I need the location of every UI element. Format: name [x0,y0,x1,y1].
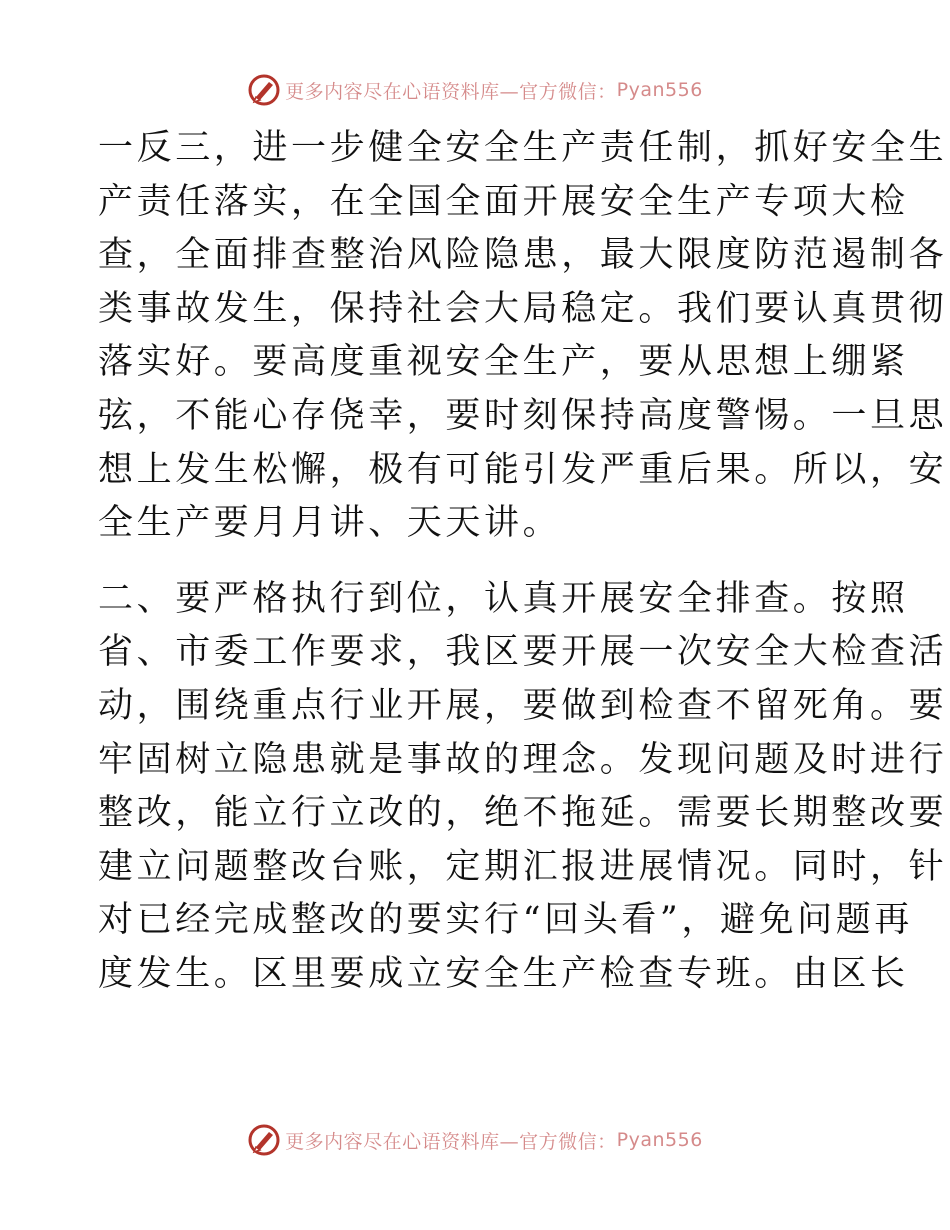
document-body [98,122,948,1002]
paragraph-2 [98,573,948,1002]
text-line: 动，围绕重点行业开展，要做到检查不留死角。要 [98,685,948,726]
banner-wechat-id: Pyan556 [616,1129,703,1151]
paragraph-gap [98,551,858,573]
text-line: 想上发生松懈，极有可能引发严重后果。所以，安 [98,449,948,490]
logo-pen-icon [247,73,281,107]
text-line: 落实好。要高度重视安全生产，要从思想上绷紧 [98,342,909,383]
text-line: 产责任落实，在全国全面开展安全生产专项大检 [98,181,909,222]
header-banner [0,70,950,110]
banner-text: 更多内容尽在心语资料库—官方微信： [285,1130,617,1153]
text-line: 二、要严格执行到位，认真开展安全排查。按照 [98,578,909,619]
banner-text: 更多内容尽在心语资料库—官方微信： [285,80,617,103]
text-line: 查，全面排查整治风险隐患，最大限度防范遏制各 [98,235,948,276]
banner-wechat-id: Pyan556 [616,79,703,101]
text-line: 度发生。区里要成立安全生产检查专班。由区长 [98,953,909,994]
text-line: 类事故发生，保持社会大局稳定。我们要认真贯彻 [98,288,948,329]
text-line: 建立问题整改台账，定期汇报进展情况。同时，针 [98,846,948,887]
logo-pen-icon [247,1123,281,1157]
text-line: 省、市委工作要求，我区要开展一次安全大检查活 [98,632,948,673]
footer-banner [0,1120,950,1160]
text-line: 全生产要月月讲、天天讲。 [98,503,562,544]
text-line: 整改，能立行立改的，绝不拖延。需要长期整改要 [98,793,948,834]
text-line: 牢固树立隐患就是事故的理念。发现问题及时进行 [98,739,948,780]
paragraph-1 [98,122,948,551]
text-line: 对已经完成整改的要实行“回头看”，避免问题再 [98,900,913,941]
text-line: 弦，不能心存侥幸，要时刻保持高度警惕。一旦思 [98,395,948,436]
text-line: 一反三，进一步健全安全生产责任制，抓好安全生 [98,128,948,168]
